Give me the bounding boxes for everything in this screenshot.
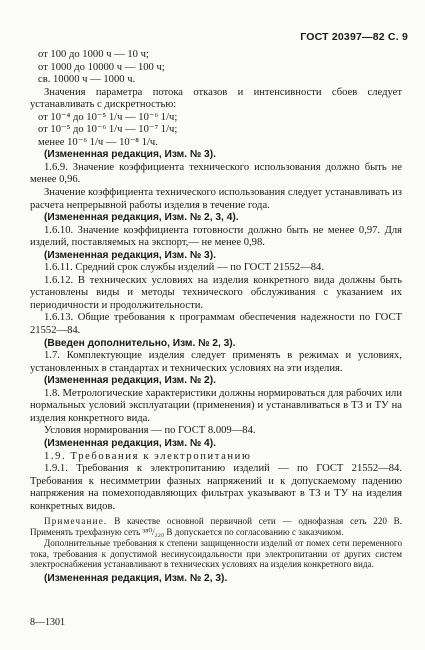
- page-footer: 8—1301: [30, 617, 65, 628]
- clause-1-8: 1.8. Метрологические характеристики должны нормироваться для рабочих или нормальных условий эксплуатации (применения) и устанавливаться в ТЗ и ТУ на изделия конкретного вида.: [30, 387, 402, 424]
- clause-1-6-12: 1.6.12. В технических условиях на изделия конкретного вида должны быть установлены виды и методы технического обслуживания с указанием их периодичности и продолжительности.: [30, 274, 402, 311]
- amendment-note: (Измененная редакция, Изм. № 2, 3).: [44, 573, 228, 585]
- page-header: ГОСТ 20397—82 С. 9: [300, 31, 408, 43]
- amendment-note: (Измененная редакция, Изм. № 3).: [44, 249, 216, 261]
- amendment-note: (Измененная редакция, Изм. № 2).: [44, 375, 216, 387]
- list-item: менее 10⁻⁶ 1/ч — 10⁻⁸ 1/ч.: [38, 136, 158, 148]
- clause-1-9-1: 1.9.1. Требования к электропитанию изделий — по ГОСТ 21552—84. Требования к несимметрии фазных напряжений и к допускаемому падению напряжения на помехоподавляющих фильтрах указывают в ТЗ и ТУ на изделия конкретных видов.: [30, 463, 402, 512]
- amendment-note: (Введен дополнительно, Изм. № 2, 3).: [44, 337, 236, 349]
- list-item: от 10⁻⁵ до 10⁻⁶ 1/ч — 10⁻⁷ 1/ч;: [38, 124, 178, 136]
- paragraph: Условия нормирования — по ГОСТ 8.009—84.: [44, 425, 256, 437]
- clause-1-6-10: 1.6.10. Значение коэффициента готовности должно быть не менее 0,97. Для изделий, поставляемых на экспорт,— не менее 0,98.: [30, 224, 402, 249]
- note-text: В качестве основной первичной сети — однофазная сеть 220 В. Применять трехфазную сеть ³⁸⁰/₂₂₀ В допускается по согласованию с заказчиком.: [30, 516, 402, 538]
- note-paragraph: [30, 516, 402, 538]
- amendment-note: (Измененная редакция, Изм. № 2, 3, 4).: [44, 212, 239, 224]
- amendment-note: (Измененная редакция, Изм. № 3).: [44, 149, 216, 161]
- amendment-note: (Измененная редакция, Изм. № 4).: [44, 437, 216, 449]
- list-item: св. 10000 ч — 1000 ч.: [38, 74, 136, 86]
- paragraph: Значения параметра потока отказов и интенсивности сбоев следует устанавливать с дискретностью:: [30, 86, 402, 111]
- document-body: [30, 49, 402, 586]
- clause-1-7: 1.7. Комплектующие изделия следует применять в режимах и условиях, установленных в стандартах и технических условиях на эти изделия.: [30, 350, 402, 374]
- note-paragraph: Дополнительные требования к степени защищенности изделий от помех сети переменного тока, требования к допустимой несинусоидальности при электропитании от других систем электроснабжения устанавливают в технических условиях на изделия конкретного вида.: [30, 537, 402, 570]
- section-heading-1-9: 1.9. Требования к электропитанию: [44, 450, 252, 462]
- list-item: от 10⁻⁴ до 10⁻⁵ 1/ч — 10⁻⁶ 1/ч;: [38, 111, 178, 123]
- clause-1-6-11: 1.6.11. Средний срок службы изделий — по ГОСТ 21552—84.: [44, 262, 324, 274]
- clause-1-6-13: 1.6.13. Общие требования к программам обеспечения надежности по ГОСТ 21552—84.: [30, 312, 402, 337]
- clause-1-6-9: 1.6.9. Значение коэффициента технического использования должно быть не менее 0,96.: [30, 161, 402, 186]
- list-item: от 1000 до 10000 ч — 100 ч;: [38, 61, 165, 73]
- list-item: от 100 до 1000 ч — 10 ч;: [38, 49, 149, 60]
- note-heading: Примечание.: [44, 516, 108, 527]
- paragraph: Значение коэффициента технического использования следует устанавливать из расчета непрерывной работы изделия в течение года.: [30, 187, 402, 211]
